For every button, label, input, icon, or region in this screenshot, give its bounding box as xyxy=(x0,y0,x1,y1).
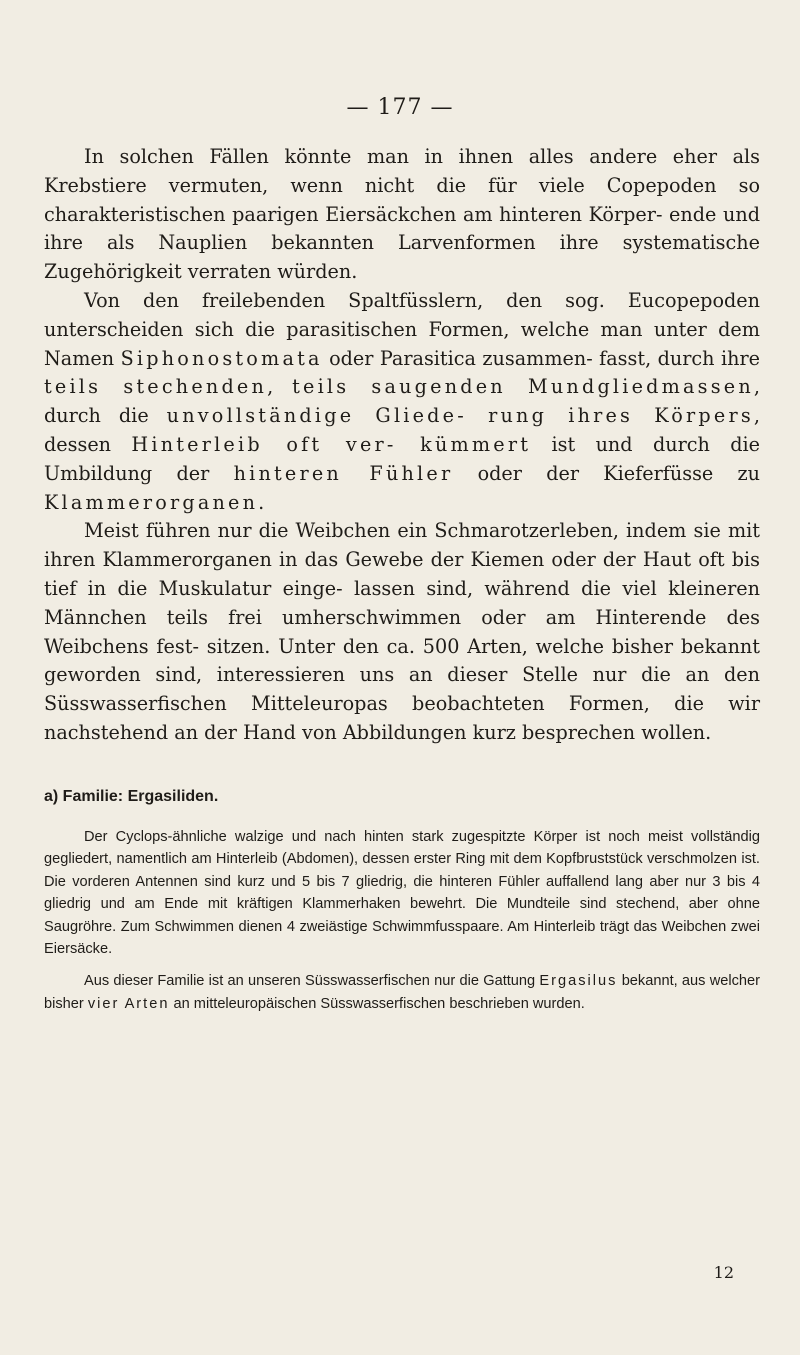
page-number: — 177 — xyxy=(346,95,454,120)
emphasis-saugenden: teils saugenden Mundgliedmassen xyxy=(292,375,754,399)
emphasis-hinterleib: Hinterleib oft ver- kümmert xyxy=(131,432,532,456)
section-heading: a) Familie: Ergasiliden. xyxy=(44,788,219,805)
paragraph-2-text: Von den freilebenden Spaltfüsslern, den sog. Eucopepoden unterscheiden sich die parasitischen Formen, welche man unter dem Namen xyxy=(44,288,760,370)
paragraph-2 xyxy=(44,287,760,517)
main-text xyxy=(44,143,760,748)
signature-mark: 12 xyxy=(713,1263,734,1282)
family-section xyxy=(44,786,760,1015)
section-paragraph-2 xyxy=(44,970,760,1015)
paragraph-2-text: ist und durch die Umbildung der xyxy=(44,432,760,485)
emphasis-ergasilus: Ergasilus xyxy=(539,973,618,990)
emphasis-gliederung: unvollständige Gliede- rung ihres Körpers xyxy=(166,404,754,428)
emphasis-siphonostomata: Siphonostomata xyxy=(120,346,323,370)
paragraph-2-text: oder der Kieferfüsse zu xyxy=(453,461,761,485)
section-paragraph-1: Der Cyclops-ähnliche walzige und nach hinten stark zugespitzte Körper ist noch meist vollständig gegliedert, namentlich am Hinterleib (Abdomen), dessen erster Ring mit dem Kopfbruststück verschmolzen ist. Die vorderen Antennen sind kurz und 5 bis 7 gliedrig, die hinteren Fühler auffallend lang aber nur 3 bis 4 gliedrig und am Ende mit kräftigen Klammerhaken bewehrt. Die Mundteile sind stechend, aber ohne Saugröhre. Zum Schwimmen dienen 4 zweiästige Schwimmfusspaare. Am Hinterleib trägt das Weibchen zwei Eiersäcke. xyxy=(44,829,760,958)
section-paragraph-2-text: bekannt, aus welcher bisher xyxy=(44,973,760,1012)
emphasis-stechenden: teils stechenden xyxy=(44,375,268,399)
paragraph-2-text: , xyxy=(267,375,293,399)
paragraph-3: Meist führen nur die Weibchen ein Schmarotzerleben, indem sie mit ihren Klammerorganen in das Gewebe der Kiemen oder der Haut oft bis tief in die Muskulatur einge- lassen sind, während die viel kleineren Männchen teils frei umherschwimmen oder am Hinterende des Weibchens fest- sitzen. Unter den ca. 500 Arten, welche bisher bekannt geworden sind, interessieren uns an dieser Stelle nur die an den Süsswasserfischen Mitteleuropas beobachteten Formen, die wir nachstehend an der Hand von Abbildungen kurz besprechen wollen. xyxy=(44,519,760,744)
paragraph-2-text: . xyxy=(258,490,265,514)
paragraph-2-text: oder Parasitica zusammen- fasst, durch ihre xyxy=(322,346,760,370)
section-paragraph-2-text: Aus dieser Familie ist an unseren Süsswasserfischen nur die Gattung xyxy=(84,973,540,990)
section-paragraph-2-text: an mitteleuropäischen Süsswasserfischen beschrieben wurden. xyxy=(169,995,585,1012)
paragraph-1: In solchen Fällen könnte man in ihnen alles andere eher als Krebstiere vermuten, wenn nicht die für viele Copepoden so charakteristischen paarigen Eiersäckchen am hinteren Körper- ende und ihre als Nauplien bekannten Larvenformen ihre systematische Zugehörigkeit verraten würden. xyxy=(44,145,760,284)
emphasis-fuehler: hinteren Fühler xyxy=(233,461,454,485)
paragraph-2-text: , durch die xyxy=(44,375,760,428)
emphasis-vier-arten: vier Arten xyxy=(87,995,170,1012)
paragraph-2-text: , dessen xyxy=(44,404,760,456)
emphasis-klammerorganen: Klammerorganen xyxy=(44,490,259,514)
